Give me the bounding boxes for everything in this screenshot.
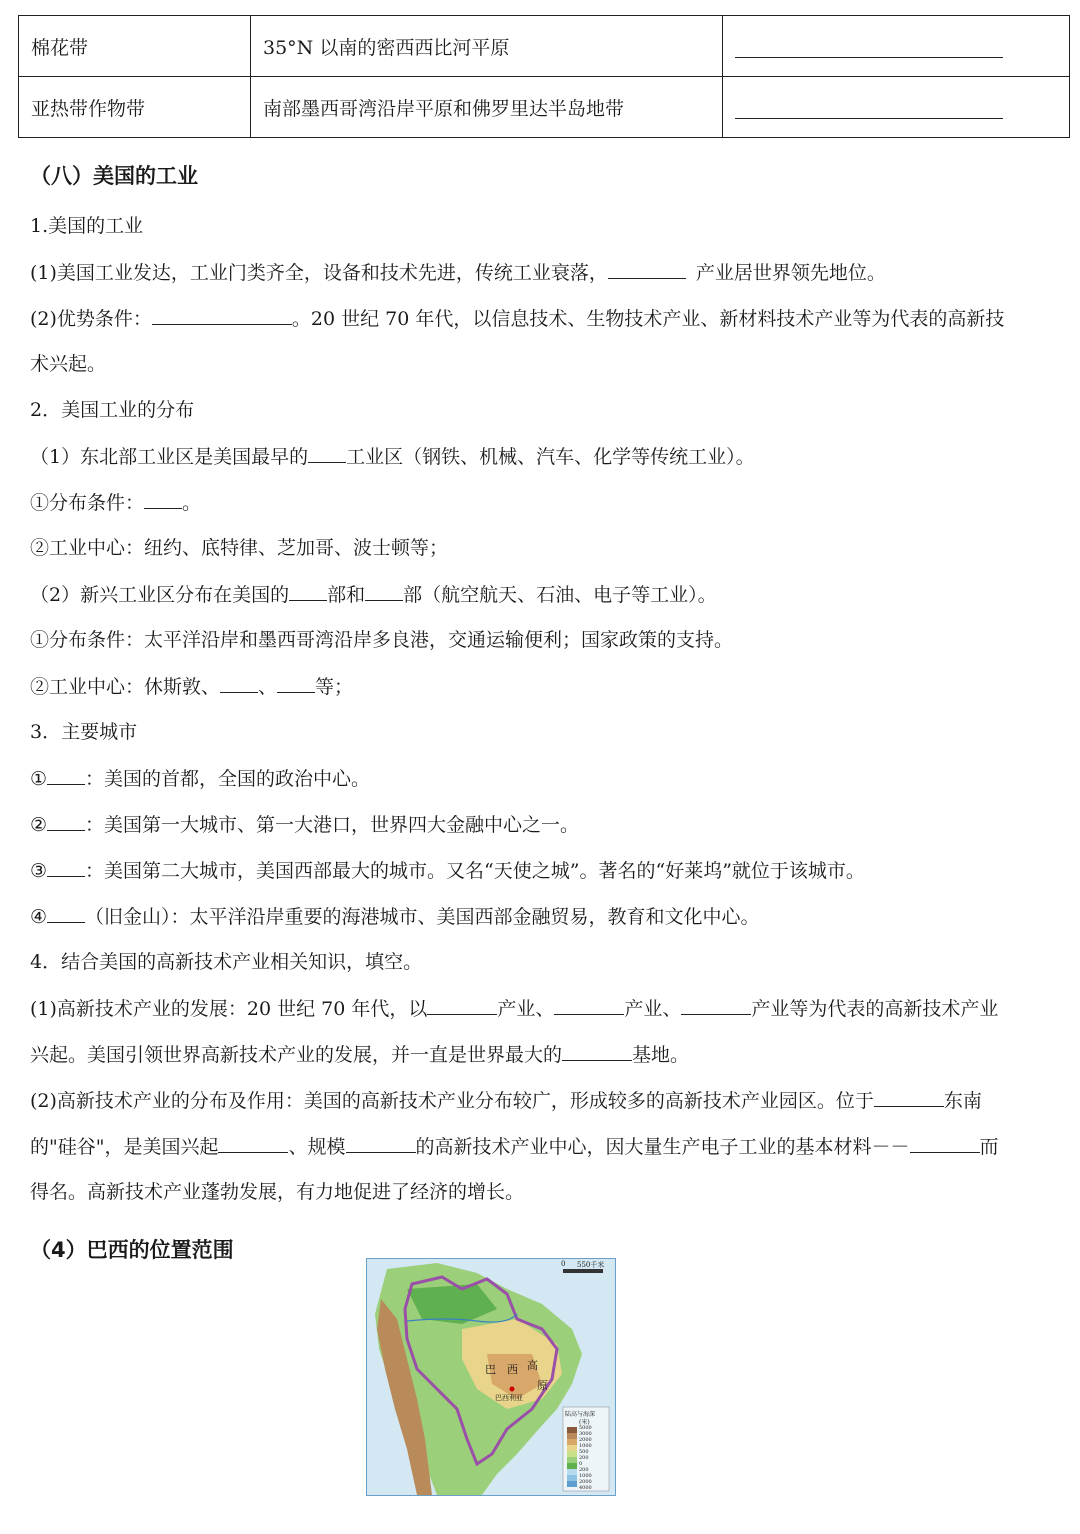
text: 产业、 bbox=[624, 998, 682, 1020]
subheading-2: 2．美国工业的分布 bbox=[30, 399, 195, 421]
fill-blank bbox=[874, 1088, 944, 1107]
text: 工业区（钢铁、机械、汽车、化学等传统工业）。 bbox=[346, 446, 755, 468]
region-label-4: 原 bbox=[537, 1379, 548, 1392]
crop-belt-table bbox=[18, 15, 1070, 138]
fill-blank bbox=[152, 306, 292, 325]
legend-values bbox=[579, 1425, 592, 1491]
legend-value: 1000 bbox=[579, 1473, 592, 1479]
text: ① bbox=[30, 768, 48, 790]
paragraph bbox=[30, 674, 353, 699]
scale-zero-label: 0 bbox=[561, 1260, 566, 1268]
text: 。20 世纪 70 年代，以信息技术、生物技术产业、新材料技术产业等为代表的高新技 bbox=[291, 308, 1005, 330]
text: 基地。 bbox=[632, 1044, 690, 1066]
fill-blank bbox=[346, 1134, 416, 1153]
paragraph bbox=[30, 490, 201, 515]
belt-region-cell: 35°N 以南的密西西比河平原 bbox=[251, 16, 723, 77]
text: ①分布条件： bbox=[30, 492, 145, 514]
paragraph bbox=[30, 1088, 982, 1113]
region-label-1: 巴 bbox=[485, 1363, 496, 1376]
paragraph-continued: 术兴起。 bbox=[30, 353, 107, 375]
section-heading-brazil: （4）巴西的位置范围 bbox=[30, 1238, 234, 1262]
fill-blank bbox=[144, 490, 182, 509]
fill-blank bbox=[308, 444, 346, 463]
text: （2）新兴工业区分布在美国的 bbox=[30, 584, 290, 606]
legend-value: 500 bbox=[579, 1449, 589, 1455]
subheading-4: 4．结合美国的高新技术产业相关知识，填空。 bbox=[30, 951, 423, 973]
legend-value: 1000 bbox=[579, 1443, 592, 1449]
fill-blank bbox=[47, 858, 85, 877]
fill-blank bbox=[220, 674, 258, 693]
legend-value: 5000 bbox=[579, 1425, 592, 1431]
scale-label: 550千米 bbox=[577, 1261, 605, 1269]
city-label: 巴西利亚 bbox=[495, 1394, 523, 1402]
fill-blank bbox=[47, 812, 85, 831]
belt-name-cell: 棉花带 bbox=[19, 16, 251, 77]
fill-blank bbox=[562, 1042, 632, 1061]
text: 部和 bbox=[327, 584, 366, 606]
text: ④ bbox=[30, 906, 48, 928]
text: ：美国的首都，全国的政治中心。 bbox=[85, 768, 371, 790]
text: 、 bbox=[258, 676, 278, 698]
legend-value: 2000 bbox=[579, 1437, 592, 1443]
text: ③ bbox=[30, 860, 48, 882]
belt-name-cell: 亚热带作物带 bbox=[19, 77, 251, 138]
answer-blank bbox=[735, 100, 1003, 119]
paragraph bbox=[30, 858, 865, 883]
fill-blank bbox=[365, 582, 403, 601]
text: (1)高新技术产业的发展：20 世纪 70 年代，以 bbox=[30, 998, 428, 1020]
text: ②工业中心：休斯敦、 bbox=[30, 676, 221, 698]
answer-blank bbox=[735, 39, 1003, 58]
belt-region-cell: 南部墨西哥湾沿岸平原和佛罗里达半岛地带 bbox=[251, 77, 723, 138]
fill-blank bbox=[277, 674, 315, 693]
text: 、规模 bbox=[288, 1136, 346, 1158]
text: 东南 bbox=[943, 1090, 982, 1112]
subheading-3: 3．主要城市 bbox=[30, 721, 138, 743]
text: 的高新技术产业中心，因大量生产电子工业的基本材料－－ bbox=[415, 1136, 910, 1158]
text: (2)优势条件： bbox=[30, 308, 152, 330]
paragraph bbox=[30, 260, 886, 285]
section-heading-us-industry: （八）美国的工业 bbox=[30, 164, 198, 188]
paragraph bbox=[30, 1134, 999, 1159]
legend-value: 4000 bbox=[579, 1485, 592, 1491]
legend-value: 0 bbox=[579, 1461, 583, 1467]
paragraph bbox=[30, 996, 998, 1021]
fill-blank bbox=[47, 766, 85, 785]
answer-cell bbox=[723, 16, 1070, 77]
paragraph bbox=[30, 306, 1004, 331]
text: 产业居世界领先地位。 bbox=[695, 262, 886, 284]
legend-value: 200 bbox=[579, 1455, 589, 1461]
table-row bbox=[19, 77, 1070, 138]
text: 而 bbox=[979, 1136, 999, 1158]
paragraph bbox=[30, 1042, 689, 1067]
paragraph bbox=[30, 582, 717, 607]
text: ② bbox=[30, 814, 48, 836]
paragraph: ①分布条件：太平洋沿岸和墨西哥湾沿岸多良港，交通运输便利；国家政策的支持。 bbox=[30, 629, 734, 651]
text: 部（航空航天、石油、电子等工业）。 bbox=[403, 584, 717, 606]
fill-blank bbox=[218, 1134, 288, 1153]
paragraph bbox=[30, 904, 760, 929]
text: 的"硅谷"，是美国兴起 bbox=[30, 1136, 219, 1158]
text: （旧金山）：太平洋沿岸重要的海港城市、美国西部金融贸易，教育和文化中心。 bbox=[85, 906, 760, 928]
text: 等； bbox=[315, 676, 354, 698]
paragraph-continued: 得名。高新技术产业蓬勃发展，有力地促进了经济的增长。 bbox=[30, 1181, 525, 1203]
fill-blank bbox=[554, 996, 624, 1015]
text: (1)美国工业发达，工业门类齐全，设备和技术先进，传统工业衰落， bbox=[30, 262, 608, 284]
paragraph: ②工业中心：纽约、底特律、芝加哥、波士顿等； bbox=[30, 537, 449, 559]
fill-blank bbox=[681, 996, 751, 1015]
text: ：美国第一大城市、第一大港口，世界四大金融中心之一。 bbox=[85, 814, 580, 836]
paragraph bbox=[30, 766, 370, 791]
fill-blank bbox=[47, 904, 85, 923]
fill-blank bbox=[910, 1134, 980, 1153]
table-row bbox=[19, 16, 1070, 77]
legend-value: 200 bbox=[579, 1467, 589, 1473]
legend-value: 2000 bbox=[579, 1479, 592, 1485]
text: 兴起。美国引领世界高新技术产业的发展，并一直是世界最大的 bbox=[30, 1044, 563, 1066]
paragraph bbox=[30, 812, 579, 837]
answer-cell bbox=[723, 77, 1070, 138]
fill-blank bbox=[289, 582, 327, 601]
legend-value: 3000 bbox=[579, 1431, 592, 1437]
capital-dot bbox=[510, 1387, 515, 1392]
text: 产业等为代表的高新技术产业 bbox=[751, 998, 999, 1020]
region-label-3: 高 bbox=[527, 1359, 538, 1372]
text: （1）东北部工业区是美国最早的 bbox=[30, 446, 309, 468]
map-graphic bbox=[367, 1259, 615, 1495]
paragraph bbox=[30, 444, 755, 469]
subheading-1: 1.美国的工业 bbox=[30, 215, 144, 237]
text: ：美国第二大城市，美国西部最大的城市。又名“天使之城”。著名的“好莱坞”就位于该城市。 bbox=[85, 860, 865, 882]
fill-blank bbox=[427, 996, 497, 1015]
legend-unit: (米) bbox=[579, 1419, 590, 1426]
brazil-map bbox=[366, 1258, 616, 1496]
fill-blank bbox=[608, 260, 686, 279]
text: 产业、 bbox=[497, 998, 555, 1020]
region-label-2: 西 bbox=[507, 1363, 518, 1376]
text: 。 bbox=[182, 492, 202, 514]
legend-title: 陆高与海深 bbox=[565, 1411, 596, 1418]
text: (2)高新技术产业的分布及作用：美国的高新技术产业分布较广，形成较多的高新技术产业园区。位于 bbox=[30, 1090, 874, 1112]
